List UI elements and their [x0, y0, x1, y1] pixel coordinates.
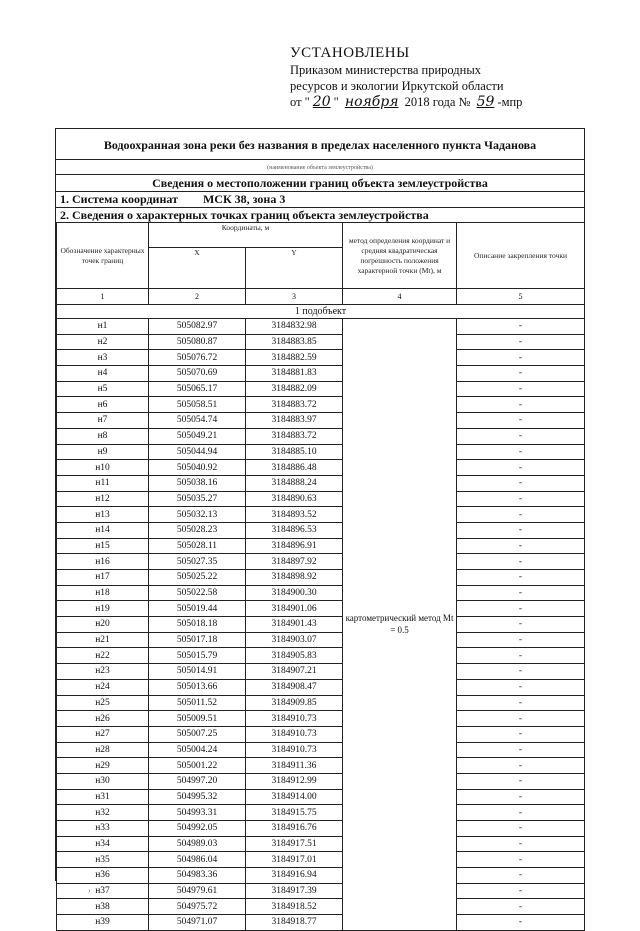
points-heading: 2. Сведения о характерных точках границ объекта землеустройства [60, 208, 429, 222]
description-cell: - [457, 570, 585, 586]
point-name: н5 [57, 381, 149, 397]
point-name: н33 [57, 821, 149, 837]
x-coordinate: 505028.23 [149, 522, 246, 538]
subobject-heading: 1 подобъект [57, 305, 585, 319]
description-cell: - [457, 413, 585, 429]
table-row [57, 334, 585, 350]
table-row [57, 805, 585, 821]
description-cell: - [457, 444, 585, 460]
x-coordinate: 505004.24 [149, 742, 246, 758]
point-name: н39 [57, 915, 149, 931]
description-cell: - [457, 695, 585, 711]
point-name: н3 [57, 350, 149, 366]
description-cell: - [457, 664, 585, 680]
table-row [57, 648, 585, 664]
x-coordinate: 505070.69 [149, 366, 246, 382]
y-coordinate: 3184908.47 [246, 679, 343, 695]
column-number: 3 [246, 289, 343, 305]
point-name: н7 [57, 413, 149, 429]
description-cell: - [457, 679, 585, 695]
y-coordinate: 3184883.85 [246, 334, 343, 350]
y-coordinate: 3184911.36 [246, 758, 343, 774]
description-cell: - [457, 773, 585, 789]
y-coordinate: 3184918.77 [246, 915, 343, 931]
y-coordinate: 3184914.00 [246, 789, 343, 805]
description-cell: - [457, 852, 585, 868]
x-coordinate: 505054.74 [149, 413, 246, 429]
point-name: н35 [57, 852, 149, 868]
point-name: н36 [57, 868, 149, 884]
table-row [57, 679, 585, 695]
table-row [57, 711, 585, 727]
point-name: н29 [57, 758, 149, 774]
x-coordinate: 505007.25 [149, 726, 246, 742]
x-coordinate: 505022.58 [149, 585, 246, 601]
description-cell: - [457, 491, 585, 507]
description-cell: - [457, 648, 585, 664]
column-number: 4 [343, 289, 457, 305]
point-name: н10 [57, 460, 149, 476]
point-name: н6 [57, 397, 149, 413]
y-coordinate: 3184910.73 [246, 711, 343, 727]
point-name: н23 [57, 664, 149, 680]
description-cell: - [457, 617, 585, 633]
y-coordinate: 3184896.53 [246, 522, 343, 538]
table-row [57, 491, 585, 507]
description-cell: - [457, 868, 585, 884]
point-name: н4 [57, 366, 149, 382]
x-coordinate: 505011.52 [149, 695, 246, 711]
y-coordinate: 3184917.39 [246, 883, 343, 899]
approval-day: 20 [312, 94, 331, 110]
point-name: н17 [57, 570, 149, 586]
x-coordinate: 505019.44 [149, 601, 246, 617]
header-point: Обозначение характерных точек границ [57, 223, 149, 289]
point-name: н37 [57, 883, 149, 899]
y-coordinate: 3184893.52 [246, 507, 343, 523]
x-coordinate: 504986.04 [149, 852, 246, 868]
approval-from: от " [290, 95, 310, 109]
description-cell: - [457, 319, 585, 335]
header-description: Описание закрепления точки [457, 223, 585, 289]
description-cell: - [457, 821, 585, 837]
description-cell: - [457, 397, 585, 413]
y-coordinate: 3184909.85 [246, 695, 343, 711]
point-name: н12 [57, 491, 149, 507]
y-coordinate: 3184883.97 [246, 413, 343, 429]
y-coordinate: 3184905.83 [246, 648, 343, 664]
description-cell: - [457, 507, 585, 523]
y-coordinate: 3184901.43 [246, 617, 343, 633]
y-coordinate: 3184916.94 [246, 868, 343, 884]
x-coordinate: 505028.11 [149, 538, 246, 554]
description-cell: - [457, 334, 585, 350]
table-row [57, 632, 585, 648]
point-name: н31 [57, 789, 149, 805]
table-row [57, 868, 585, 884]
y-coordinate: 3184888.24 [246, 475, 343, 491]
x-coordinate: 505040.92 [149, 460, 246, 476]
table-row [57, 601, 585, 617]
x-coordinate: 505076.72 [149, 350, 246, 366]
description-cell: - [457, 475, 585, 491]
table-row [57, 726, 585, 742]
table-row [57, 789, 585, 805]
y-coordinate: 3184917.01 [246, 852, 343, 868]
table-row [57, 507, 585, 523]
description-cell: - [457, 915, 585, 931]
point-name: н8 [57, 428, 149, 444]
header-y: Y [246, 248, 343, 289]
y-coordinate: 3184903.07 [246, 632, 343, 648]
approval-stamp [290, 44, 590, 110]
x-coordinate: 505035.27 [149, 491, 246, 507]
point-name: н16 [57, 554, 149, 570]
x-coordinate: 504997.20 [149, 773, 246, 789]
point-name: н20 [57, 617, 149, 633]
y-coordinate: 3184910.73 [246, 726, 343, 742]
point-name: н30 [57, 773, 149, 789]
x-coordinate: 504989.03 [149, 836, 246, 852]
x-coordinate: 505058.51 [149, 397, 246, 413]
footer-mark: › [88, 886, 91, 895]
y-coordinate: 3184901.06 [246, 601, 343, 617]
point-name: н1 [57, 319, 149, 335]
x-coordinate: 505017.18 [149, 632, 246, 648]
y-coordinate: 3184916.76 [246, 821, 343, 837]
description-cell: - [457, 632, 585, 648]
description-cell: - [457, 381, 585, 397]
point-name: н18 [57, 585, 149, 601]
description-cell: - [457, 789, 585, 805]
method-cell: картометрический метод Mt = 0.5 [343, 319, 457, 931]
description-cell: - [457, 554, 585, 570]
y-coordinate: 3184881.83 [246, 366, 343, 382]
y-coordinate: 3184912.99 [246, 773, 343, 789]
description-cell: - [457, 460, 585, 476]
x-coordinate: 505015.79 [149, 648, 246, 664]
x-coordinate: 504975.72 [149, 899, 246, 915]
approval-line-2: ресурсов и экологии Иркутской области [290, 79, 504, 93]
table-row [57, 570, 585, 586]
table-row [57, 773, 585, 789]
approval-number: 59 [476, 94, 495, 110]
description-cell: - [457, 350, 585, 366]
y-coordinate: 3184910.73 [246, 742, 343, 758]
table-row [57, 695, 585, 711]
x-coordinate: 504971.07 [149, 915, 246, 931]
x-coordinate: 505080.87 [149, 334, 246, 350]
x-coordinate: 505001.22 [149, 758, 246, 774]
description-cell: - [457, 883, 585, 899]
x-coordinate: 505032.13 [149, 507, 246, 523]
column-number: 2 [149, 289, 246, 305]
table-row [57, 585, 585, 601]
point-name: н26 [57, 711, 149, 727]
table-row [57, 350, 585, 366]
table-row [57, 821, 585, 837]
table-row [57, 758, 585, 774]
approval-line-1: Приказом министерства природных [290, 63, 481, 77]
coordinate-system [56, 192, 584, 208]
point-name: н13 [57, 507, 149, 523]
approval-month: ноября [344, 94, 399, 110]
column-number: 5 [457, 289, 585, 305]
y-coordinate: 3184918.52 [246, 899, 343, 915]
table-row [57, 852, 585, 868]
table-row [57, 899, 585, 915]
document-subtitle: (наименование объекта землеустройства) [267, 165, 373, 171]
y-coordinate: 3184896.91 [246, 538, 343, 554]
table-row [57, 538, 585, 554]
x-coordinate: 505014.91 [149, 664, 246, 680]
table-row [57, 366, 585, 382]
point-name: н32 [57, 805, 149, 821]
x-coordinate: 504983.36 [149, 868, 246, 884]
x-coordinate: 505044.94 [149, 444, 246, 460]
description-cell: - [457, 805, 585, 821]
x-coordinate: 505027.35 [149, 554, 246, 570]
description-cell: - [457, 366, 585, 382]
x-coordinate: 504979.61 [149, 883, 246, 899]
description-cell: - [457, 538, 585, 554]
point-name: н21 [57, 632, 149, 648]
table-row [57, 742, 585, 758]
x-coordinate: 505025.22 [149, 570, 246, 586]
coordinate-system-label: 1. Система координат [60, 192, 178, 206]
header-x: X [149, 248, 246, 289]
point-name: н38 [57, 899, 149, 915]
x-coordinate: 505038.16 [149, 475, 246, 491]
description-cell: - [457, 726, 585, 742]
table-row [57, 428, 585, 444]
table-row [57, 475, 585, 491]
table-row [57, 836, 585, 852]
y-coordinate: 3184882.59 [246, 350, 343, 366]
point-name: н27 [57, 726, 149, 742]
table-row [57, 617, 585, 633]
x-coordinate: 505009.51 [149, 711, 246, 727]
x-coordinate: 505013.66 [149, 679, 246, 695]
description-cell: - [457, 899, 585, 915]
header-method: метод определения координат и средняя квадратическая погрешность положения характерной точки (Mt), м [343, 223, 457, 289]
approval-title: УСТАНОВЛЕНЫ [290, 45, 410, 61]
x-coordinate: 504995.32 [149, 789, 246, 805]
point-name: н22 [57, 648, 149, 664]
y-coordinate: 3184883.72 [246, 428, 343, 444]
header-coords: Координаты, м [149, 223, 343, 248]
y-coordinate: 3184898.92 [246, 570, 343, 586]
y-coordinate: 3184900.30 [246, 585, 343, 601]
x-coordinate: 505049.21 [149, 428, 246, 444]
approval-date-line [290, 94, 590, 110]
section-heading: Сведения о местоположении границ объекта землеустройства [56, 174, 584, 192]
y-coordinate: 3184897.92 [246, 554, 343, 570]
table-row [57, 554, 585, 570]
table-row [57, 664, 585, 680]
points-table [56, 222, 585, 931]
point-name: н9 [57, 444, 149, 460]
table-row [57, 397, 585, 413]
description-cell: - [457, 758, 585, 774]
y-coordinate: 3184832.98 [246, 319, 343, 335]
description-cell: - [457, 601, 585, 617]
point-name: н19 [57, 601, 149, 617]
table-row [57, 883, 585, 899]
coordinate-system-value: МСК 38, зона 3 [202, 192, 286, 206]
y-coordinate: 3184886.48 [246, 460, 343, 476]
y-coordinate: 3184907.21 [246, 664, 343, 680]
y-coordinate: 3184883.72 [246, 397, 343, 413]
point-name: н11 [57, 475, 149, 491]
approval-suffix: -мпр [497, 95, 523, 109]
column-number: 1 [57, 289, 149, 305]
point-name: н25 [57, 695, 149, 711]
y-coordinate: 3184890.63 [246, 491, 343, 507]
table-row [57, 319, 585, 335]
x-coordinate: 505018.18 [149, 617, 246, 633]
y-coordinate: 3184882.09 [246, 381, 343, 397]
point-name: н2 [57, 334, 149, 350]
point-name: н34 [57, 836, 149, 852]
table-row [57, 522, 585, 538]
x-coordinate: 504993.31 [149, 805, 246, 821]
approval-quote: " [333, 95, 339, 109]
document-sheet [55, 128, 585, 928]
x-coordinate: 504992.05 [149, 821, 246, 837]
description-cell: - [457, 836, 585, 852]
description-cell: - [457, 428, 585, 444]
y-coordinate: 3184917.51 [246, 836, 343, 852]
description-cell: - [457, 522, 585, 538]
y-coordinate: 3184915.75 [246, 805, 343, 821]
point-name: н24 [57, 679, 149, 695]
description-cell: - [457, 742, 585, 758]
table-row [57, 413, 585, 429]
y-coordinate: 3184885.10 [246, 444, 343, 460]
point-name: н15 [57, 538, 149, 554]
description-cell: - [457, 585, 585, 601]
table-row [57, 915, 585, 931]
description-cell: - [457, 711, 585, 727]
point-name: н28 [57, 742, 149, 758]
point-name: н14 [57, 522, 149, 538]
approval-year: 2018 года № [404, 95, 471, 109]
table-row [57, 381, 585, 397]
x-coordinate: 505082.97 [149, 319, 246, 335]
table-row [57, 460, 585, 476]
x-coordinate: 505065.17 [149, 381, 246, 397]
document-title: Водоохранная зона реки без названия в пределах населенного пункта Чаданова [56, 129, 584, 160]
table-row [57, 444, 585, 460]
